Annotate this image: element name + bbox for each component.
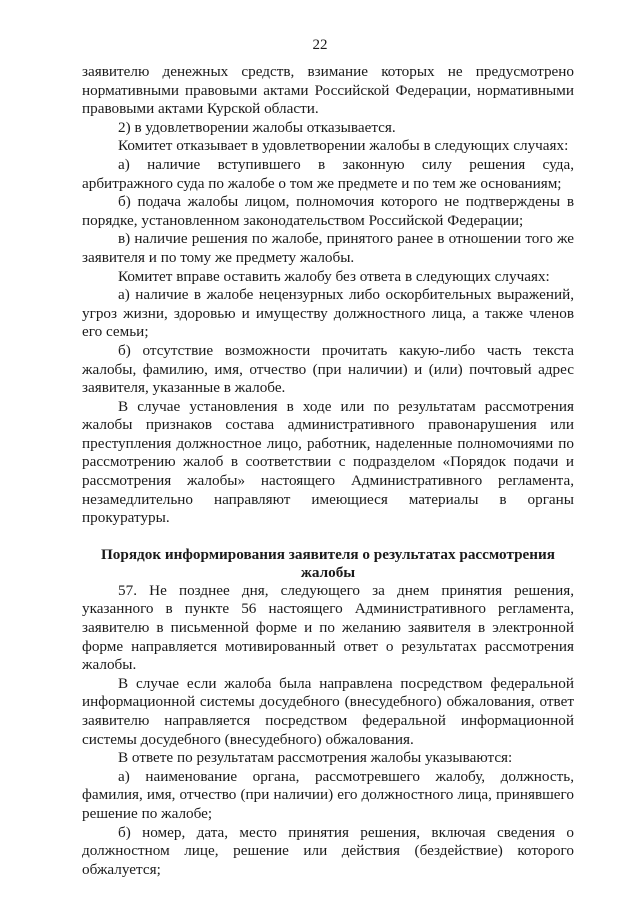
paragraph: В ответе по результатам рассмотрения жалобы указываются: <box>118 749 513 767</box>
paragraph: 2) в удовлетворении жалобы отказывается. <box>118 118 396 136</box>
paragraph: Комитет отказывает в удовлетворении жалобы в следующих случаях: <box>118 137 569 155</box>
paragraph: в) наличие решения по жалобе, принятого ранее в отношении того же заявителя и по тому же предмету жалобы. <box>82 230 574 266</box>
paragraph: Комитет вправе оставить жалобу без ответа в следующих случаях: <box>118 267 550 285</box>
paragraph: В случае установления в ходе или по результатам рассмотрения жалобы признаков состава административного правонарушения или преступления должностное лицо, работник, наделенные полномочиями по рассмотрению жалоб в соответствии с подразделом «Порядок подачи и рассмотрения жалобы» настоящего Административного регламента, незамедлительно направляют имеющиеся материалы в органы прокуратуры. <box>82 397 574 527</box>
section-heading: Порядок информирования заявителя о результатах рассмотрения жалобы <box>100 545 556 581</box>
paragraph: а) наличие вступившего в законную силу решения суда, арбитражного суда по жалобе о том же предмете и по тем же основаниям; <box>82 155 574 192</box>
paragraph: а) наличие в жалобе нецензурных либо оскорбительных выражений, угроз жизни, здоровью и имуществу должностного лица, а также членов его семьи; <box>82 286 574 341</box>
paragraph: 57. Не позднее дня, следующего за днем принятия решения, указанного в пункте 56 настоящего Административного регламента, заявителю в письменной форме и по желанию заявителя в электронной форме направляется мотивированный ответ о результатах рассмотрения жалобы. <box>82 581 574 674</box>
paragraph: б) подача жалобы лицом, полномочия которого не подтверждены в порядке, установленном законодательством Российской Федерации; <box>82 193 574 229</box>
paragraph: заявителю денежных средств, взимание которых не предусмотрено нормативными правовыми актами Российской Федерации, нормативными правовыми актами Курской области. <box>82 63 574 118</box>
document-body <box>82 63 574 879</box>
paragraph: б) номер, дата, место принятия решения, включая сведения о должностном лице, решение или действия (бездействие) которого обжалуется; <box>82 823 574 878</box>
paragraph: б) отсутствие возможности прочитать какую-либо часть текста жалобы, фамилию, имя, отчество (при наличии) и (или) почтовый адрес заявителя, указанные в жалобе. <box>82 341 574 397</box>
paragraph: В случае если жалоба была направлена посредством федеральной информационной системы досудебного (внесудебного) обжалования, ответ заявителю направляется посредством федеральной информационной системы досудебного (внесудебного) обжалования. <box>82 674 574 748</box>
page-number: 22 <box>312 37 328 53</box>
paragraph: а) наименование органа, рассмотревшего жалобу, должность, фамилия, имя, отчество (при наличии) его должностного лица, принявшего решение по жалобе; <box>82 767 574 822</box>
